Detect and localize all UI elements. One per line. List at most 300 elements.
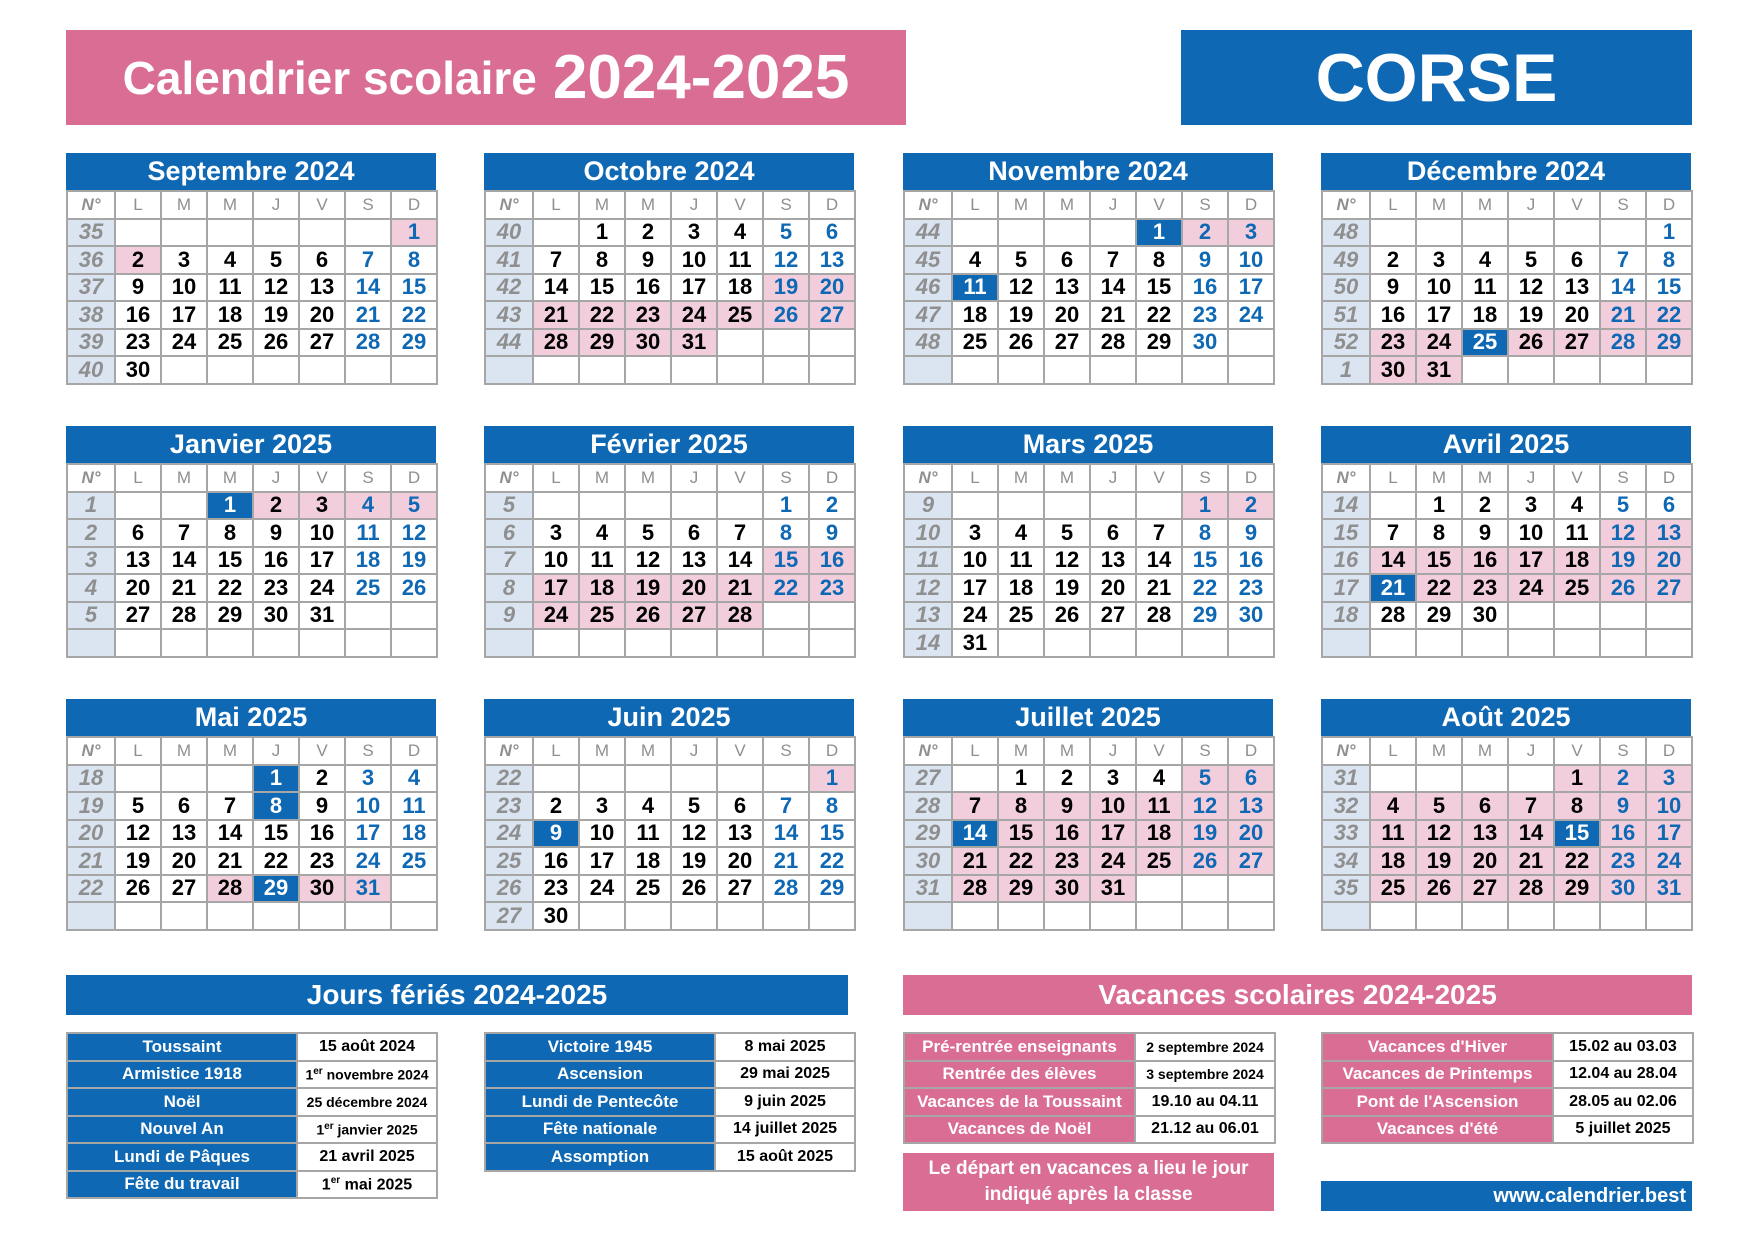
weekday-header: D <box>809 464 855 492</box>
value-rest: novembre 2024 <box>322 1066 429 1083</box>
week-number-header: N° <box>485 191 533 219</box>
week-number: 48 <box>1322 219 1370 247</box>
empty-cell <box>1136 875 1182 903</box>
month-title: Avril 2025 <box>1321 426 1691 463</box>
info-value: 5 juillet 2025 <box>1553 1116 1693 1144</box>
week-row <box>1322 847 1692 875</box>
empty-cell <box>1370 902 1416 930</box>
empty-cell <box>625 356 671 384</box>
week-row <box>485 902 855 930</box>
day-cell: 13 <box>809 246 855 274</box>
month-octobre-2024 <box>484 153 854 385</box>
week-number: 31 <box>1322 765 1370 793</box>
empty-cell <box>391 629 437 657</box>
vacations-title-text: Vacances scolaires 2024-2025 <box>1098 979 1497 1010</box>
month-aout-2025 <box>1321 699 1691 931</box>
empty-cell <box>1600 602 1646 630</box>
info-row <box>67 1143 437 1171</box>
info-value: 21.12 au 06.01 <box>1135 1116 1275 1144</box>
empty-cell <box>998 492 1044 520</box>
info-label: Rentrée des élèves <box>904 1061 1135 1089</box>
day-cell: 18 <box>952 301 998 329</box>
info-row <box>485 1033 855 1061</box>
day-cell: 7 <box>763 792 809 820</box>
day-cell: 27 <box>809 301 855 329</box>
day-cell: 8 <box>1646 246 1692 274</box>
week-row <box>904 274 1274 302</box>
info-label: Noël <box>67 1088 297 1116</box>
day-cell: 19 <box>1182 820 1228 848</box>
weekday-header: D <box>1228 464 1274 492</box>
info-label: Pont de l'Ascension <box>1322 1088 1553 1116</box>
week-row <box>1322 356 1692 384</box>
info-row <box>1322 1061 1693 1089</box>
info-label: Nouvel An <box>67 1116 297 1144</box>
day-cell: 23 <box>1228 574 1274 602</box>
weekday-header: D <box>1646 737 1692 765</box>
week-row <box>67 301 437 329</box>
day-cell: 23 <box>533 875 579 903</box>
week-number-header: N° <box>904 737 952 765</box>
day-cell: 18 <box>1554 547 1600 575</box>
day-cell: 3 <box>952 519 998 547</box>
week-number: 34 <box>1322 847 1370 875</box>
day-cell: 30 <box>1228 602 1274 630</box>
week-row <box>904 602 1274 630</box>
info-label: Armistice 1918 <box>67 1061 297 1089</box>
value-ordinal: er <box>324 1120 334 1132</box>
day-cell: 9 <box>1228 519 1274 547</box>
empty-cell <box>115 765 161 793</box>
week-number-header: N° <box>67 191 115 219</box>
empty-cell <box>345 219 391 247</box>
day-cell: 3 <box>1646 765 1692 793</box>
day-cell: 25 <box>1370 875 1416 903</box>
month-title: Mars 2025 <box>903 426 1273 463</box>
weekday-header: M <box>998 464 1044 492</box>
day-cell: 8 <box>579 246 625 274</box>
day-cell: 28 <box>533 329 579 357</box>
info-label: Vacances de Printemps <box>1322 1061 1553 1089</box>
day-cell: 31 <box>299 602 345 630</box>
week-number <box>1322 629 1370 657</box>
day-cell: 8 <box>763 519 809 547</box>
weekday-header: V <box>1136 464 1182 492</box>
info-label: Toussaint <box>67 1033 297 1061</box>
day-cell: 29 <box>1136 329 1182 357</box>
weekday-header: J <box>671 191 717 219</box>
day-cell: 1 <box>207 492 253 520</box>
day-cell: 1 <box>998 765 1044 793</box>
day-cell: 25 <box>998 602 1044 630</box>
day-cell: 10 <box>579 820 625 848</box>
empty-cell <box>115 492 161 520</box>
day-cell: 23 <box>809 574 855 602</box>
day-cell: 10 <box>952 547 998 575</box>
week-row <box>1322 875 1692 903</box>
empty-cell <box>809 902 855 930</box>
day-cell: 31 <box>1646 875 1692 903</box>
weekday-header: L <box>952 737 998 765</box>
day-cell: 26 <box>671 875 717 903</box>
day-cell: 14 <box>345 274 391 302</box>
day-cell: 2 <box>1182 219 1228 247</box>
empty-cell <box>1416 765 1462 793</box>
week-row <box>1322 629 1692 657</box>
weekday-header: M <box>1462 737 1508 765</box>
day-cell: 17 <box>579 847 625 875</box>
week-row <box>67 875 437 903</box>
empty-cell <box>625 629 671 657</box>
weekday-header: V <box>1554 464 1600 492</box>
empty-cell <box>1090 902 1136 930</box>
week-number: 14 <box>904 629 952 657</box>
day-cell: 2 <box>1228 492 1274 520</box>
empty-cell <box>1228 329 1274 357</box>
weekday-header: V <box>299 191 345 219</box>
day-cell: 21 <box>1600 301 1646 329</box>
day-cell: 9 <box>625 246 671 274</box>
value-rest: janvier 2025 <box>333 1121 418 1138</box>
region-name: CORSE <box>1315 39 1558 116</box>
week-number: 18 <box>67 765 115 793</box>
week-number: 5 <box>485 492 533 520</box>
day-cell: 22 <box>1136 301 1182 329</box>
day-cell: 26 <box>1044 602 1090 630</box>
day-cell: 23 <box>115 329 161 357</box>
empty-cell <box>1136 356 1182 384</box>
empty-cell <box>161 219 207 247</box>
month-grid <box>903 190 1275 385</box>
week-row <box>67 629 437 657</box>
day-cell: 31 <box>345 875 391 903</box>
month-grid <box>66 463 438 658</box>
month-grid <box>903 736 1275 931</box>
day-cell: 24 <box>1090 847 1136 875</box>
weekday-header: M <box>625 737 671 765</box>
day-cell: 27 <box>1090 602 1136 630</box>
weekday-header: V <box>299 737 345 765</box>
day-cell: 11 <box>1370 820 1416 848</box>
empty-cell <box>1090 219 1136 247</box>
info-label: Victoire 1945 <box>485 1033 715 1061</box>
empty-cell <box>625 765 671 793</box>
day-cell: 15 <box>1182 547 1228 575</box>
day-cell: 14 <box>207 820 253 848</box>
week-row <box>485 246 855 274</box>
day-cell: 31 <box>1090 875 1136 903</box>
week-number: 44 <box>485 329 533 357</box>
day-cell: 5 <box>625 519 671 547</box>
weekday-header: S <box>763 464 809 492</box>
day-cell: 1 <box>1182 492 1228 520</box>
day-cell: 19 <box>763 274 809 302</box>
week-row <box>904 820 1274 848</box>
day-cell: 26 <box>391 574 437 602</box>
day-cell: 5 <box>763 219 809 247</box>
day-cell: 5 <box>998 246 1044 274</box>
day-cell: 20 <box>671 574 717 602</box>
weekday-header: J <box>1090 191 1136 219</box>
day-cell: 16 <box>299 820 345 848</box>
day-cell: 10 <box>671 246 717 274</box>
info-row <box>485 1061 855 1089</box>
empty-cell <box>1416 219 1462 247</box>
weekday-header: D <box>809 737 855 765</box>
weekday-header: M <box>1044 737 1090 765</box>
day-cell: 4 <box>998 519 1044 547</box>
day-cell: 4 <box>1136 765 1182 793</box>
website-link[interactable]: www.calendrier.best <box>1321 1181 1692 1211</box>
day-cell: 10 <box>1508 519 1554 547</box>
empty-cell <box>253 629 299 657</box>
week-number: 23 <box>485 792 533 820</box>
week-row <box>1322 574 1692 602</box>
day-cell: 13 <box>299 274 345 302</box>
day-cell: 17 <box>299 547 345 575</box>
day-cell: 3 <box>579 792 625 820</box>
weekday-header: M <box>1416 464 1462 492</box>
day-cell: 27 <box>1228 847 1274 875</box>
day-cell: 4 <box>391 765 437 793</box>
empty-cell <box>763 765 809 793</box>
info-value <box>297 1116 437 1144</box>
week-row <box>67 492 437 520</box>
info-row <box>1322 1033 1693 1061</box>
day-cell: 24 <box>671 301 717 329</box>
week-number: 27 <box>904 765 952 793</box>
info-row <box>67 1116 437 1144</box>
empty-cell <box>671 629 717 657</box>
empty-cell <box>207 629 253 657</box>
week-number: 9 <box>904 492 952 520</box>
day-cell: 9 <box>1370 274 1416 302</box>
week-number: 5 <box>67 602 115 630</box>
empty-cell <box>253 219 299 247</box>
info-row <box>1322 1088 1693 1116</box>
week-number: 45 <box>904 246 952 274</box>
day-cell: 29 <box>579 329 625 357</box>
value-ordinal: er <box>313 1065 323 1077</box>
day-cell: 9 <box>253 519 299 547</box>
info-label: Lundi de Pentecôte <box>485 1088 715 1116</box>
day-cell: 23 <box>253 574 299 602</box>
day-cell: 20 <box>1228 820 1274 848</box>
empty-cell <box>1370 219 1416 247</box>
day-cell: 6 <box>809 219 855 247</box>
holidays-table-left <box>66 1032 438 1199</box>
day-cell: 23 <box>1600 847 1646 875</box>
week-number-header: N° <box>904 191 952 219</box>
day-cell: 12 <box>625 547 671 575</box>
weekday-header: V <box>1554 191 1600 219</box>
info-row <box>485 1143 855 1171</box>
day-cell: 4 <box>207 246 253 274</box>
weekday-header: M <box>998 737 1044 765</box>
empty-cell <box>161 629 207 657</box>
day-cell: 17 <box>1090 820 1136 848</box>
title-years: 2024-2025 <box>552 43 850 112</box>
weekday-header: S <box>1600 191 1646 219</box>
empty-cell <box>1044 356 1090 384</box>
week-row <box>904 219 1274 247</box>
empty-cell <box>1554 602 1600 630</box>
day-cell: 11 <box>579 547 625 575</box>
week-number-header: N° <box>485 464 533 492</box>
week-row <box>485 356 855 384</box>
week-number: 11 <box>904 547 952 575</box>
day-cell: 22 <box>1182 574 1228 602</box>
day-cell: 10 <box>1228 246 1274 274</box>
month-janvier-2025 <box>66 426 436 658</box>
day-cell: 28 <box>345 329 391 357</box>
week-number: 13 <box>904 602 952 630</box>
day-cell: 18 <box>345 547 391 575</box>
info-label: Fête du travail <box>67 1171 297 1199</box>
day-cell: 8 <box>1416 519 1462 547</box>
week-row <box>67 602 437 630</box>
empty-cell <box>299 902 345 930</box>
empty-cell <box>763 902 809 930</box>
day-cell: 1 <box>1646 219 1692 247</box>
day-cell: 14 <box>1508 820 1554 848</box>
day-cell: 15 <box>391 274 437 302</box>
empty-cell <box>1228 629 1274 657</box>
day-cell: 29 <box>253 875 299 903</box>
day-cell: 23 <box>1182 301 1228 329</box>
empty-cell <box>345 356 391 384</box>
info-row <box>485 1116 855 1144</box>
info-value: 21 avril 2025 <box>297 1143 437 1171</box>
empty-cell <box>391 902 437 930</box>
empty-cell <box>579 629 625 657</box>
day-cell: 14 <box>717 547 763 575</box>
week-number: 48 <box>904 329 952 357</box>
week-number: 40 <box>67 356 115 384</box>
info-label: Ascension <box>485 1061 715 1089</box>
month-mai-2025 <box>66 699 436 931</box>
info-value: 9 juin 2025 <box>715 1088 855 1116</box>
day-cell: 5 <box>1044 519 1090 547</box>
week-number: 10 <box>904 519 952 547</box>
day-cell: 18 <box>1136 820 1182 848</box>
day-cell: 26 <box>625 602 671 630</box>
day-cell: 17 <box>345 820 391 848</box>
day-cell: 21 <box>717 574 763 602</box>
empty-cell <box>1370 765 1416 793</box>
info-row <box>904 1033 1275 1061</box>
info-row <box>904 1061 1275 1089</box>
day-cell: 3 <box>671 219 717 247</box>
day-cell: 27 <box>1554 329 1600 357</box>
day-cell: 18 <box>717 274 763 302</box>
week-row <box>904 492 1274 520</box>
day-cell: 24 <box>299 574 345 602</box>
weekday-header: S <box>345 191 391 219</box>
empty-cell <box>1182 629 1228 657</box>
day-cell: 17 <box>952 574 998 602</box>
weekday-header: S <box>1182 191 1228 219</box>
weekday-header: V <box>717 737 763 765</box>
info-row <box>904 1088 1275 1116</box>
day-cell: 22 <box>207 574 253 602</box>
info-value: 14 juillet 2025 <box>715 1116 855 1144</box>
day-cell: 11 <box>998 547 1044 575</box>
day-cell: 15 <box>1554 820 1600 848</box>
day-cell: 11 <box>345 519 391 547</box>
weekday-header: V <box>1554 737 1600 765</box>
day-cell: 27 <box>115 602 161 630</box>
empty-cell <box>998 219 1044 247</box>
day-cell: 15 <box>809 820 855 848</box>
weekday-header: M <box>1416 191 1462 219</box>
weekday-header: L <box>1370 191 1416 219</box>
day-cell: 5 <box>1600 492 1646 520</box>
day-cell: 9 <box>809 519 855 547</box>
week-row <box>1322 820 1692 848</box>
day-cell: 6 <box>1228 765 1274 793</box>
day-cell: 15 <box>763 547 809 575</box>
empty-cell <box>391 356 437 384</box>
week-number <box>904 356 952 384</box>
day-cell: 21 <box>207 847 253 875</box>
day-cell: 30 <box>1044 875 1090 903</box>
week-row <box>1322 219 1692 247</box>
vacations-section-title <box>903 975 1692 1015</box>
week-row <box>485 820 855 848</box>
empty-cell <box>1044 492 1090 520</box>
info-label: Pré-rentrée enseignants <box>904 1033 1135 1061</box>
day-cell: 18 <box>207 301 253 329</box>
day-cell: 12 <box>1508 274 1554 302</box>
day-cell: 8 <box>1182 519 1228 547</box>
day-cell: 13 <box>1462 820 1508 848</box>
day-cell: 16 <box>1370 301 1416 329</box>
day-cell: 14 <box>1600 274 1646 302</box>
day-cell: 1 <box>579 219 625 247</box>
weekday-header: D <box>391 464 437 492</box>
week-number: 38 <box>67 301 115 329</box>
weekday-header: S <box>1600 737 1646 765</box>
day-cell: 26 <box>253 329 299 357</box>
empty-cell <box>1646 902 1692 930</box>
week-row <box>1322 602 1692 630</box>
week-number-header: N° <box>67 464 115 492</box>
weekday-header: M <box>1462 191 1508 219</box>
info-row <box>904 1116 1275 1144</box>
day-cell: 4 <box>1462 246 1508 274</box>
day-cell: 9 <box>1462 519 1508 547</box>
empty-cell <box>809 602 855 630</box>
empty-cell <box>1554 629 1600 657</box>
week-row <box>1322 765 1692 793</box>
day-cell: 30 <box>253 602 299 630</box>
day-cell: 19 <box>998 301 1044 329</box>
info-value: 8 mai 2025 <box>715 1033 855 1061</box>
week-row <box>67 902 437 930</box>
week-row <box>485 574 855 602</box>
day-cell: 28 <box>1508 875 1554 903</box>
day-cell: 4 <box>345 492 391 520</box>
week-row <box>485 602 855 630</box>
week-row <box>904 629 1274 657</box>
info-row <box>67 1061 437 1089</box>
day-cell: 27 <box>161 875 207 903</box>
day-cell: 23 <box>299 847 345 875</box>
day-cell: 25 <box>1554 574 1600 602</box>
day-cell: 6 <box>1462 792 1508 820</box>
month-title: Septembre 2024 <box>66 153 436 190</box>
